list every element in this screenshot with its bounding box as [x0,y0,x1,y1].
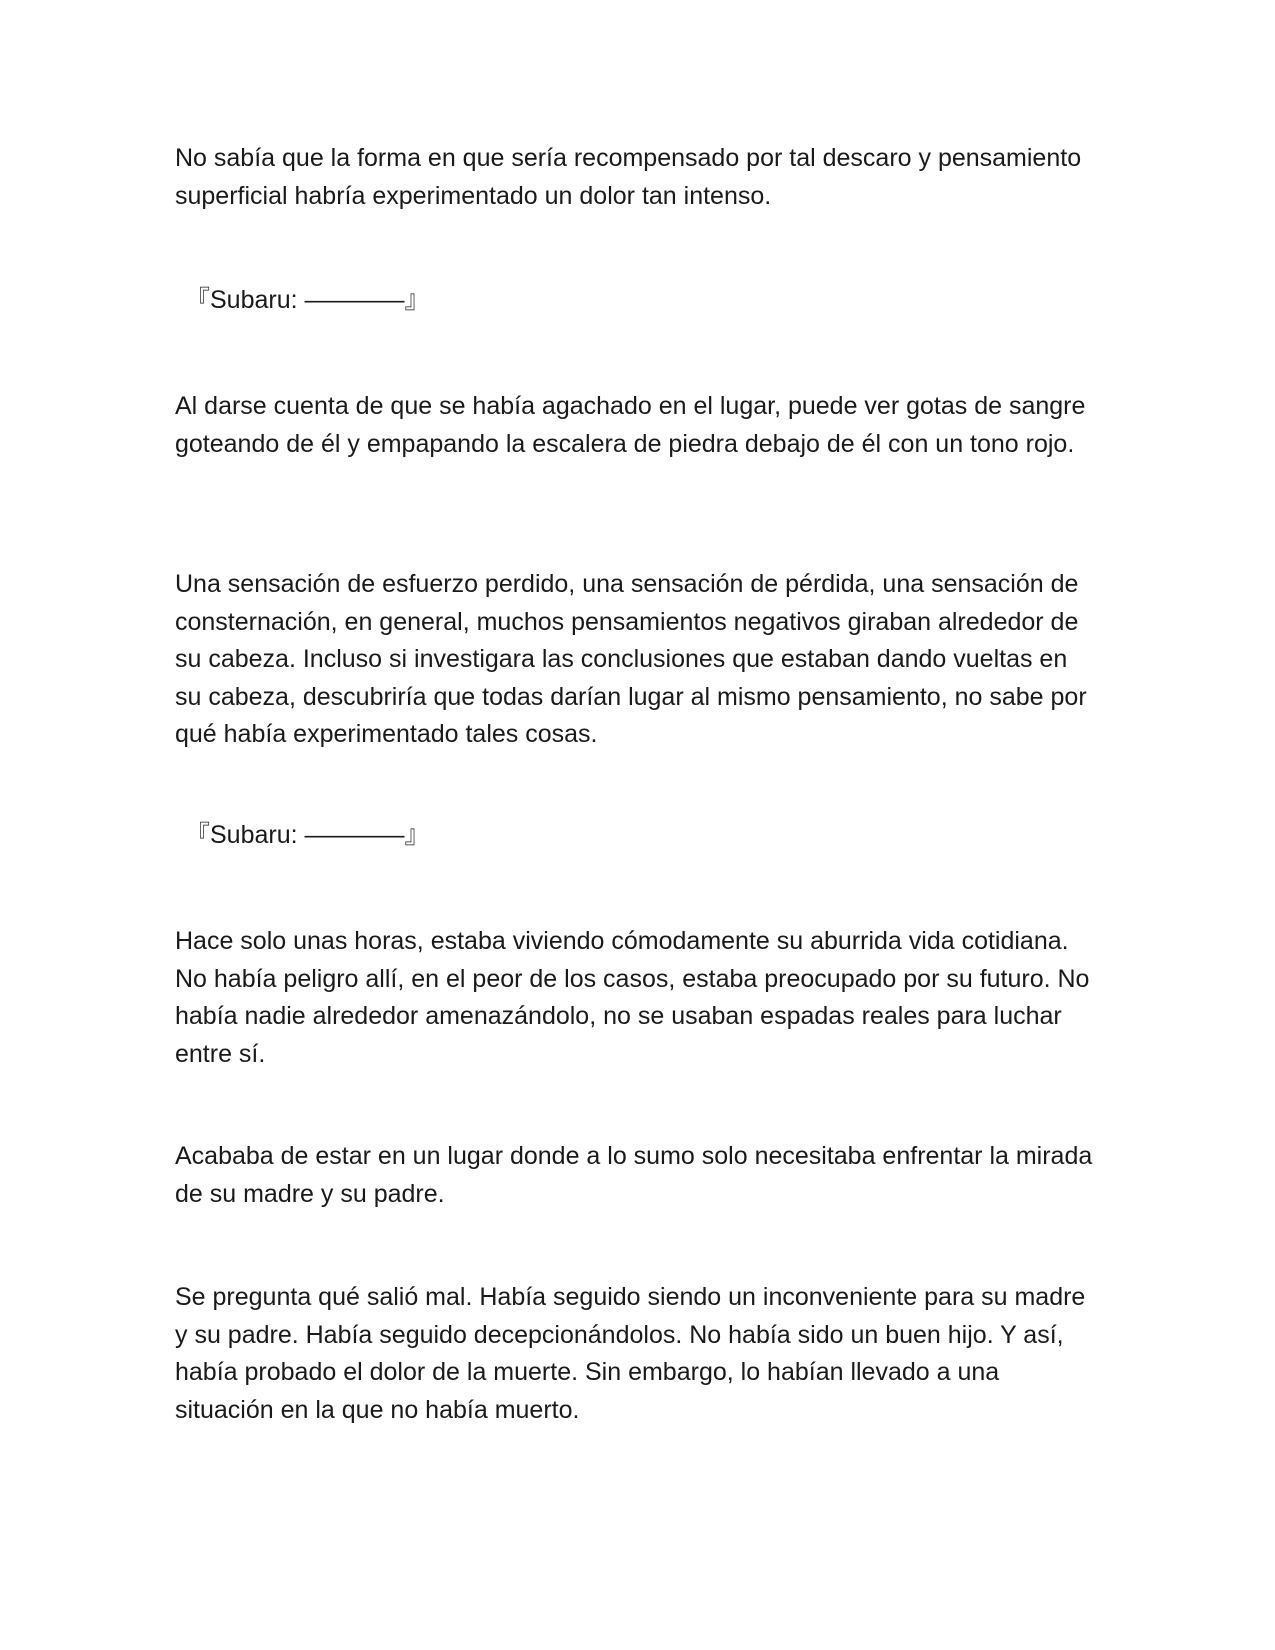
paragraph-4: Hace solo unas horas, estaba viviendo cómodamente su aburrida vida cotidiana. No había peligro allí, en el peor de los casos, estaba preocupado por su futuro. No había nadie alrededor amenazándolo, no se usaban espadas reales para luchar entre sí. [175,927,1090,1068]
dialogue-line-2: 『Subaru: ————』 [185,821,430,849]
paragraph-6: Se pregunta qué salió mal. Había seguido siendo un inconveniente para su madre y su padre. Había seguido decepcionándolos. No había sido un buen hijo. Y así, había probado el dolor de la muerte. Sin embargo, lo habían llevado a una situación en la que no había muerto. [175,1283,1086,1424]
paragraph-3: Una sensación de esfuerzo perdido, una sensación de pérdida, una sensación de consternación, en general, muchos pensamientos negativos giraban alrededor de su cabeza. Incluso si investigara las conclusiones que estaban dando vueltas en su cabeza, descubriría que todas darían lugar al mismo pensamiento, no sabe por qué había experimentado tales cosas. [175,570,1087,748]
paragraph-1: No sabía que la forma en que sería recompensado por tal descaro y pensamiento superficial habría experimentado un dolor tan intenso. [175,144,1082,210]
paragraph-2: Al darse cuenta de que se había agachado en el lugar, puede ver gotas de sangre goteando de él y empapando la escalera de piedra debajo de él con un tono rojo. [175,392,1086,458]
paragraph-5: Acababa de estar en un lugar donde a lo sumo solo necesitaba enfrentar la mirada de su madre y su padre. [175,1142,1093,1208]
dialogue-line-1: 『Subaru: ————』 [185,286,430,314]
